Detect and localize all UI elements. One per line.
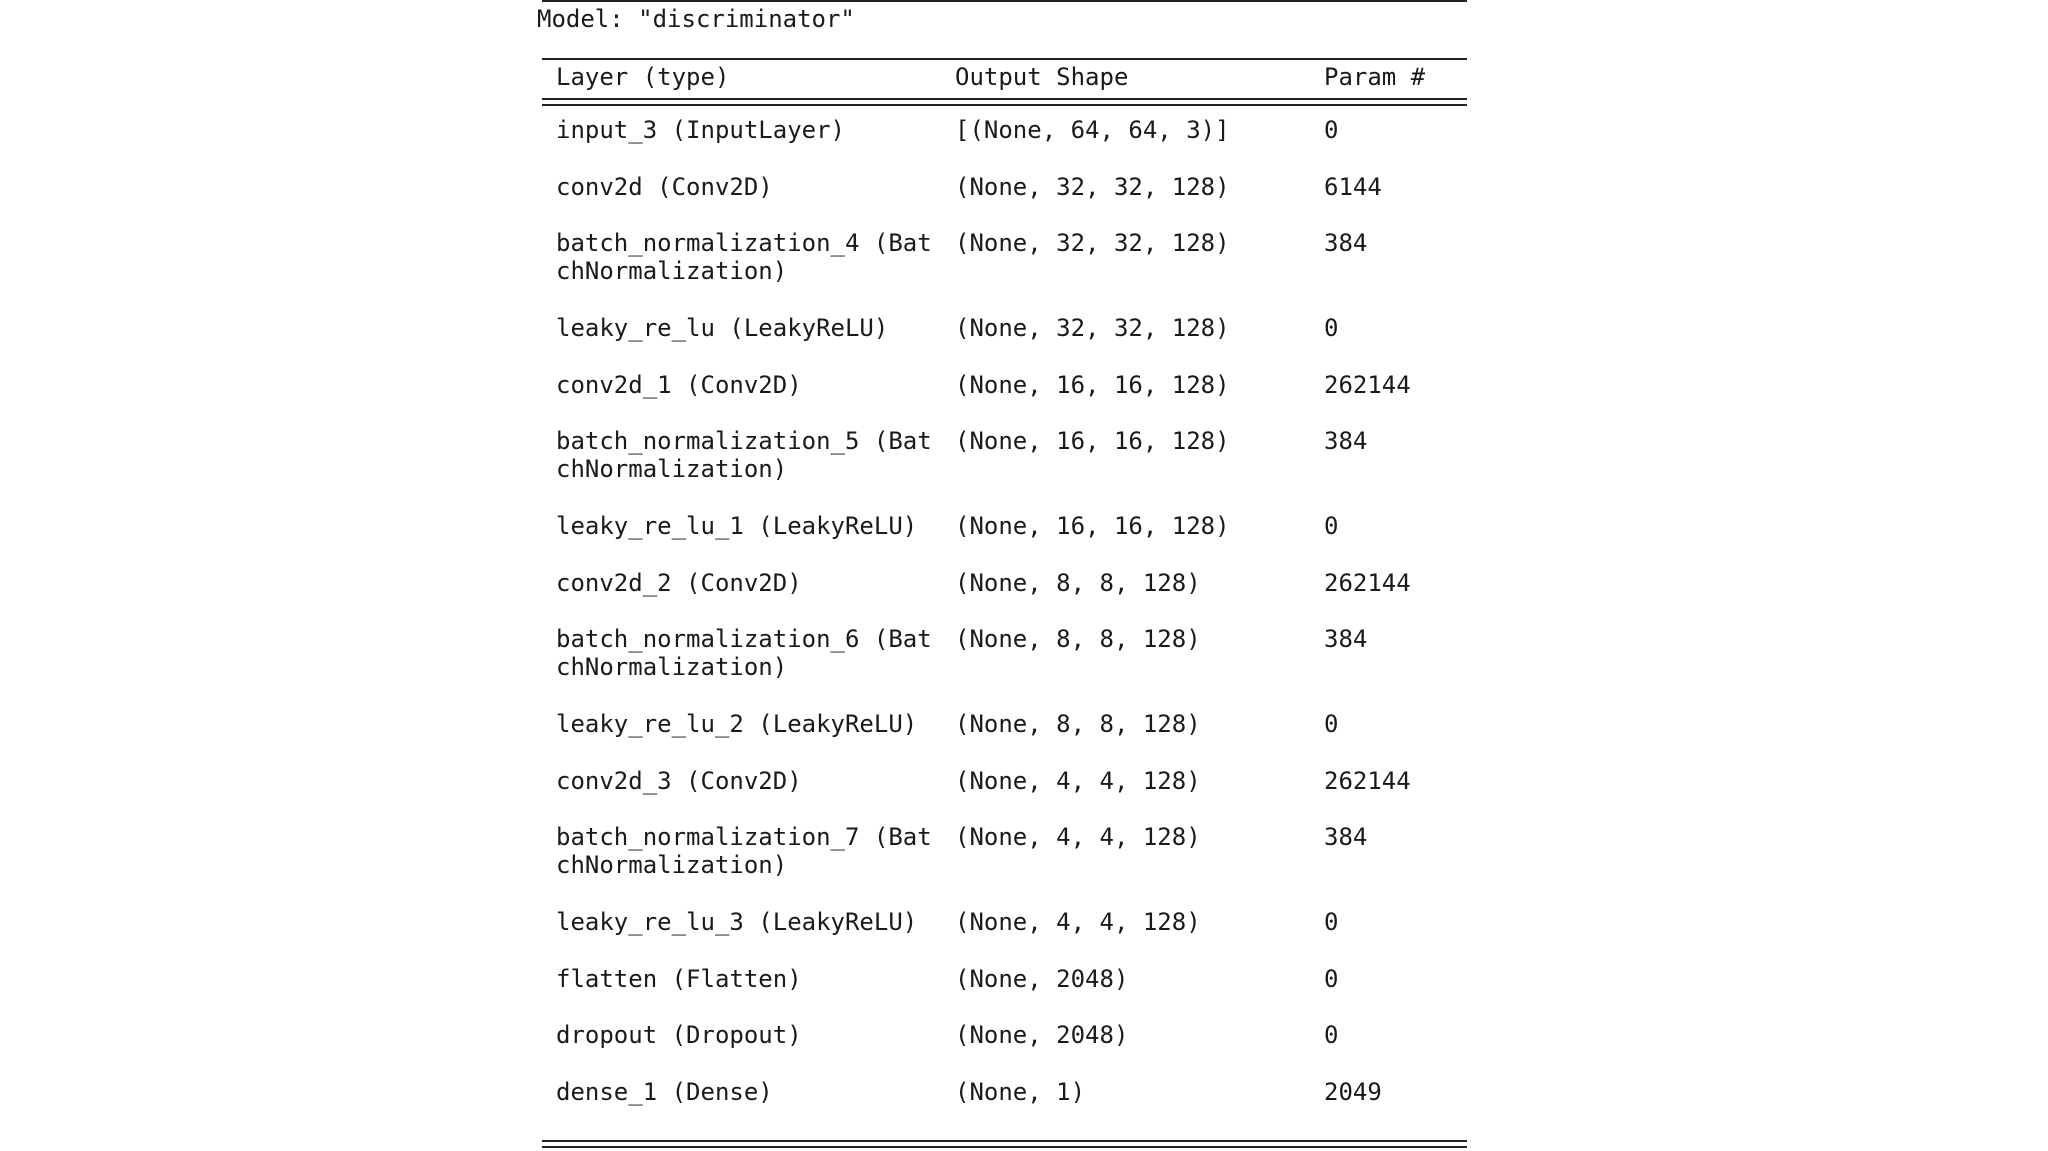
layer-table-body xyxy=(537,110,1467,1128)
param-count-cell: 0 xyxy=(1324,908,1339,936)
param-count-cell: 262144 xyxy=(1324,568,1411,597)
layer-name-cell: dense_1 (Dense) xyxy=(556,1077,773,1106)
param-count-cell: 0 xyxy=(1324,512,1339,540)
param-count-cell: 0 xyxy=(1324,116,1339,144)
table-row xyxy=(537,167,1467,224)
table-row xyxy=(537,223,1467,308)
param-count-cell: 0 xyxy=(1324,1021,1339,1049)
output-shape-cell: (None, 4, 4, 128) xyxy=(955,908,1201,936)
output-shape-cell: (None, 8, 8, 128) xyxy=(955,568,1201,597)
layer-name-cell: leaky_re_lu (LeakyReLU) xyxy=(556,314,889,342)
table-row xyxy=(537,1072,1467,1129)
table-row xyxy=(537,365,1467,422)
output-shape-cell: (None, 32, 32, 128) xyxy=(955,314,1230,342)
output-shape-cell: (None, 16, 16, 128) xyxy=(955,512,1230,540)
layer-name-cell: dropout (Dropout) xyxy=(556,1021,802,1049)
footer-double-divider xyxy=(542,1140,1467,1148)
layer-name-cell: conv2d_3 (Conv2D) xyxy=(556,766,802,795)
output-shape-cell: (None, 16, 16, 128) xyxy=(955,427,1230,455)
output-shape-cell: (None, 2048) xyxy=(955,964,1129,993)
layer-name-cell: flatten (Flatten) xyxy=(556,964,802,993)
model-summary xyxy=(537,0,1467,1151)
output-shape-cell: (None, 1) xyxy=(955,1077,1086,1106)
model-title: Model: "discriminator" xyxy=(537,5,855,33)
header-param-count: Param # xyxy=(1324,63,1426,91)
layer-name-cell: leaky_re_lu_2 (LeakyReLU) xyxy=(556,710,918,738)
header-layer-type: Layer (type) xyxy=(556,63,730,91)
layer-name-cell: batch_normalization_6 (Bat chNormalization) xyxy=(556,625,932,681)
output-shape-cell: (None, 32, 32, 128) xyxy=(955,172,1230,201)
output-shape-cell: (None, 4, 4, 128) xyxy=(955,823,1201,851)
header-output-shape: Output Shape xyxy=(955,63,1129,91)
header-double-divider xyxy=(542,98,1467,106)
layer-name-cell: leaky_re_lu_3 (LeakyReLU) xyxy=(556,908,918,936)
param-count-cell: 384 xyxy=(1324,823,1368,851)
table-row xyxy=(537,959,1467,1016)
table-row xyxy=(537,817,1467,902)
table-header xyxy=(537,60,1467,94)
table-row xyxy=(537,761,1467,818)
output-shape-cell: (None, 16, 16, 128) xyxy=(955,370,1230,399)
layer-name-cell: batch_normalization_7 (Bat chNormalization) xyxy=(556,823,932,879)
table-row xyxy=(537,506,1467,563)
table-row xyxy=(537,902,1467,959)
output-shape-cell: (None, 8, 8, 128) xyxy=(955,625,1201,653)
param-count-cell: 262144 xyxy=(1324,766,1411,795)
table-row xyxy=(537,704,1467,761)
table-row xyxy=(537,308,1467,365)
output-shape-cell: (None, 2048) xyxy=(955,1021,1129,1049)
param-count-cell: 384 xyxy=(1324,427,1368,455)
table-row xyxy=(537,421,1467,506)
param-count-cell: 0 xyxy=(1324,964,1339,993)
output-shape-cell: [(None, 64, 64, 3)] xyxy=(955,116,1230,144)
output-shape-cell: (None, 32, 32, 128) xyxy=(955,229,1230,257)
table-row xyxy=(537,563,1467,620)
table-row xyxy=(537,110,1467,167)
layer-name-cell: conv2d (Conv2D) xyxy=(556,172,773,201)
layer-name-cell: leaky_re_lu_1 (LeakyReLU) xyxy=(556,512,918,540)
output-shape-cell: (None, 8, 8, 128) xyxy=(955,710,1201,738)
param-count-cell: 384 xyxy=(1324,625,1368,653)
layer-name-cell: batch_normalization_5 (Bat chNormalization) xyxy=(556,427,932,483)
layer-name-cell: batch_normalization_4 (Bat chNormalization) xyxy=(556,229,932,285)
param-count-cell: 384 xyxy=(1324,229,1368,257)
layer-name-cell: input_3 (InputLayer) xyxy=(556,116,845,144)
top-divider xyxy=(542,0,1467,2)
param-count-cell: 6144 xyxy=(1324,172,1382,201)
param-count-cell: 2049 xyxy=(1324,1077,1382,1106)
layer-name-cell: conv2d_2 (Conv2D) xyxy=(556,568,802,597)
table-row xyxy=(537,1015,1467,1072)
param-count-cell: 262144 xyxy=(1324,370,1411,399)
output-shape-cell: (None, 4, 4, 128) xyxy=(955,766,1201,795)
param-count-cell: 0 xyxy=(1324,710,1339,738)
layer-name-cell: conv2d_1 (Conv2D) xyxy=(556,370,802,399)
param-count-cell: 0 xyxy=(1324,314,1339,342)
table-row xyxy=(537,619,1467,704)
